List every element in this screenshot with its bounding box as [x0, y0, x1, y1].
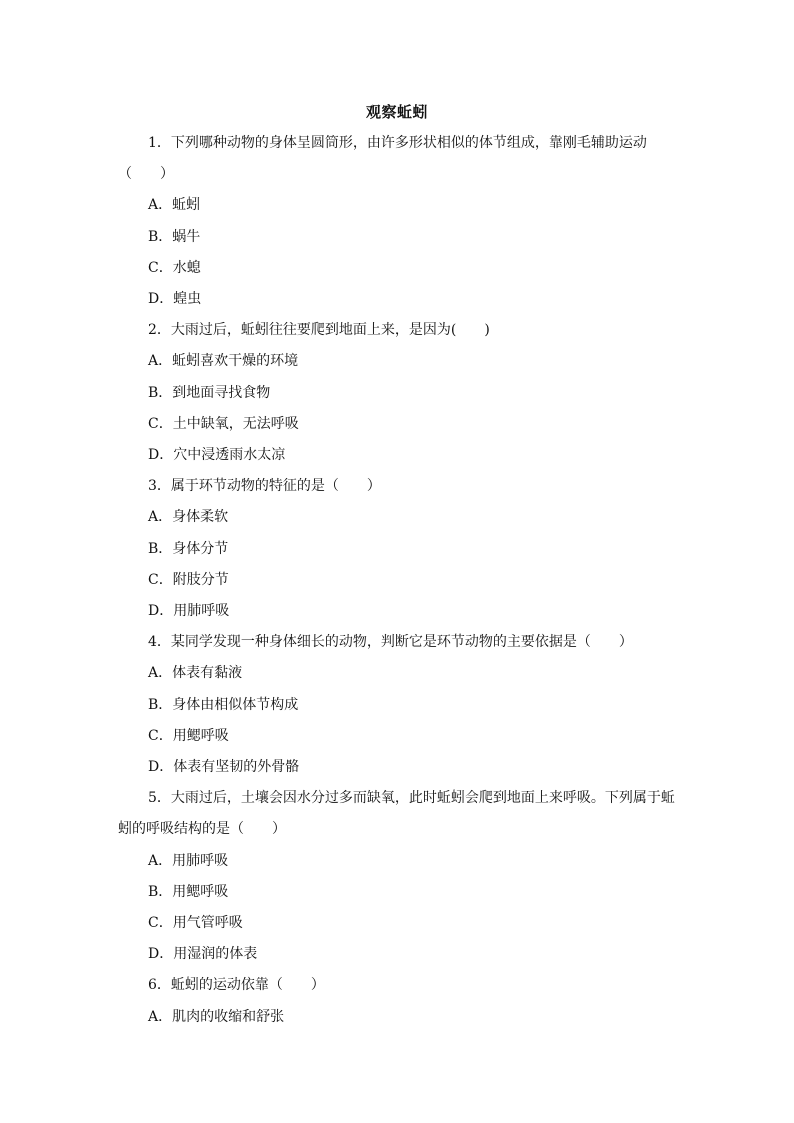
question-1-option-d: D．蝗虫 — [148, 291, 202, 307]
question-2-option-b: B．到地面寻找食物 — [148, 385, 271, 401]
question-5-option-a: A．用肺呼吸 — [148, 853, 229, 869]
question-3-stem: 3．属于环节动物的特征的是（ ） — [148, 478, 381, 494]
question-4-option-a: A．体表有黏液 — [148, 665, 243, 681]
question-5-stem-continuation: 蚓的呼吸结构的是（ ） — [118, 821, 286, 837]
question-4-stem: 4．某同学发现一种身体细长的动物，判断它是环节动物的主要依据是（ ） — [148, 634, 633, 650]
question-2-stem: 2．大雨过后，蚯蚓往往要爬到地面上来，是因为( ) — [148, 322, 490, 338]
question-5-option-b: B．用鳃呼吸 — [148, 884, 229, 900]
question-4-option-b: B．身体由相似体节构成 — [148, 697, 299, 713]
question-3-option-c: C．附肢分节 — [148, 572, 229, 588]
question-3-option-b: B．身体分节 — [148, 541, 229, 557]
document-title: 观察蚯蚓 — [365, 103, 428, 121]
question-1-option-b: B．蜗牛 — [148, 229, 201, 245]
question-6-option-a: A．肌肉的收缩和舒张 — [148, 1009, 285, 1025]
question-1-stem-continuation: （ ） — [118, 166, 174, 182]
question-1-stem: 1．下列哪种动物的身体呈圆筒形，由许多形状相似的体节组成，靠刚毛辅助运动 — [148, 135, 647, 151]
question-5-option-d: D．用湿润的体表 — [148, 946, 258, 962]
question-2-option-c: C．土中缺氧，无法呼吸 — [148, 416, 299, 432]
question-5-option-c: C．用气管呼吸 — [148, 915, 243, 931]
question-5-stem: 5．大雨过后，土壤会因水分过多而缺氧，此时蚯蚓会爬到地面上来呼吸。下列属于蚯 — [148, 790, 675, 806]
question-4-option-c: C．用鳃呼吸 — [148, 728, 229, 744]
question-2-option-a: A．蚯蚓喜欢干燥的环境 — [148, 353, 299, 369]
question-1-option-a: A．蚯蚓 — [148, 197, 201, 213]
question-4-option-d: D．体表有坚韧的外骨骼 — [148, 759, 300, 775]
question-3-option-d: D．用肺呼吸 — [148, 603, 230, 619]
question-3-option-a: A．身体柔软 — [148, 509, 229, 525]
question-1-option-c: C．水螅 — [148, 260, 201, 276]
question-6-stem: 6．蚯蚓的运动依靠（ ） — [148, 977, 325, 993]
question-2-option-d: D．穴中浸透雨水太凉 — [148, 447, 286, 463]
